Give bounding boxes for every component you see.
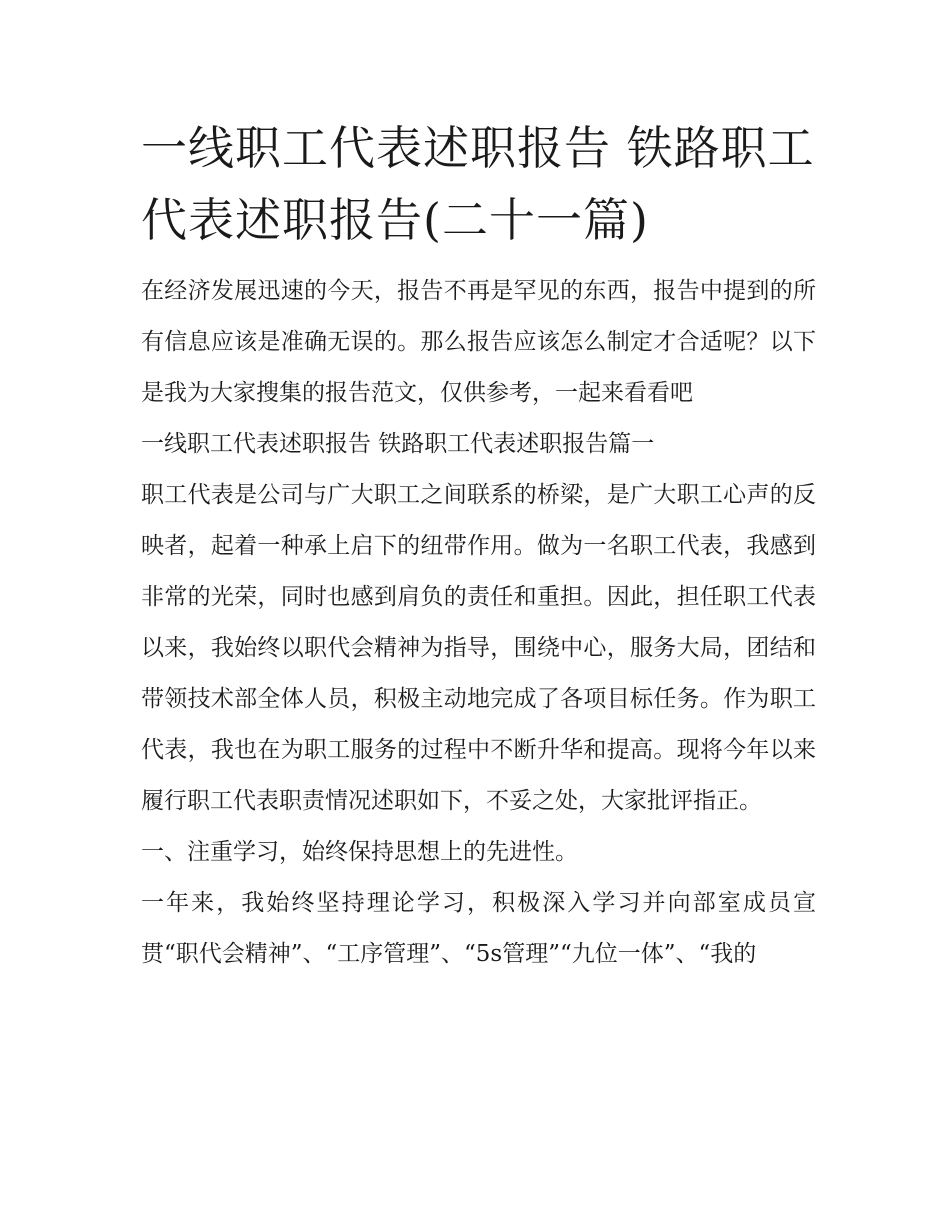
body-paragraph-1: 职工代表是公司与广大职工之间联系的桥梁，是广大职工心声的反映者，起着一种承上启下的纽带作用。做为一名职工代表，我感到非常的光荣，同时也感到肩负的责任和重担。因此，担任职工代表以来，我始终以职代会精神为指导，围绕中心，服务大局，团结和带领技术部全体人员，积极主动地完成了各项目标任务。作为职工代表，我也在为职工服务的过程中不断升华和提高。现将今年以来履行职工代表职责情况述职如下，不妥之处，大家批评指正。 <box>141 482 816 814</box>
document-title: 一线职工代表述职报告 铁路职工代表述职报告(二十一篇) <box>141 121 815 247</box>
body-paragraph-2: 一年来，我始终坚持理论学习，积极深入学习并向部室成员宣贯“职代会精神”、“工序管理”、“5s管理”“九位一体”、“我的 <box>141 890 816 967</box>
document-page <box>141 112 816 980</box>
section-1-heading: 一、注重学习，始终保持思想上的先进性。 <box>141 839 578 865</box>
intro-paragraph: 在经济发展迅速的今天，报告不再是罕见的东西，报告中提到的所有信息应该是准确无误的。那么报告应该怎么制定才合适呢？以下是我为大家搜集的报告范文，仅供参考，一起来看看吧 <box>141 278 816 406</box>
article-heading: 一线职工代表述职报告 铁路职工代表述职报告篇一 <box>141 431 655 457</box>
